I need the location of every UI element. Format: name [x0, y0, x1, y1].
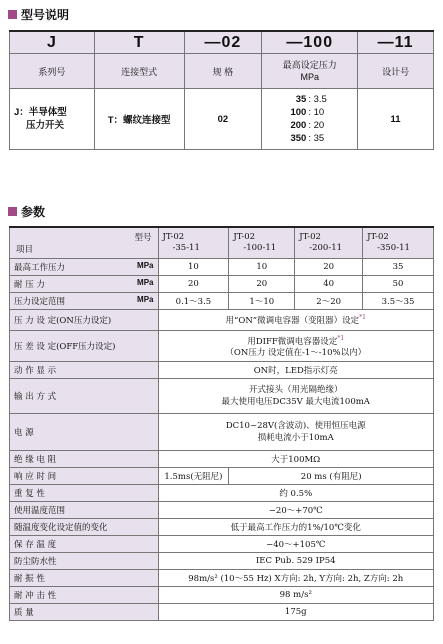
series-line: 压力开关: [26, 120, 65, 131]
value-cell: DC10~28V(含波动)、使用恒压电源 损耗电流小于10mA: [158, 414, 434, 451]
section-title-model: [8, 6, 69, 22]
row-label: 随温度变化设定值的变化: [10, 519, 159, 536]
model-header: JT-02 -350-11: [363, 227, 434, 259]
value-cell: 10: [158, 259, 229, 276]
connection-cell: T：螺纹连接型: [94, 89, 184, 150]
value-cell: 大于100MΩ: [158, 451, 434, 468]
model-header: JT-02 -200-11: [295, 227, 363, 259]
row-label: 电 源: [10, 414, 159, 451]
value-cell: −40～+105℃: [158, 536, 434, 553]
row-label: MPa 耐 压 力: [10, 276, 159, 293]
corner-model: 型号: [134, 233, 152, 243]
model-header: JT-02 -35-11: [158, 227, 229, 259]
value-cell: IEC Pub. 529 IP54: [158, 553, 434, 570]
value-cell: ON时，LED指示灯亮: [158, 362, 434, 379]
value-cell: 1.5ms(无阻尼): [158, 468, 229, 485]
header-cell: 设计号: [358, 54, 434, 89]
header-cell: 规 格: [184, 54, 262, 89]
value-cell: 50: [363, 276, 434, 293]
series-cell: [10, 89, 95, 150]
header-text: 最高设定压力: [282, 60, 337, 70]
row-label: 耐 振 性: [10, 570, 159, 587]
square-bullet-icon: [8, 10, 17, 19]
value-cell: 20: [158, 276, 229, 293]
row-label: 压 力 设 定(ON压力设定): [10, 310, 159, 331]
parameter-table: [9, 226, 434, 621]
row-label: 防尘防水性: [10, 553, 159, 570]
row-label: 绝 缘 电 阻: [10, 451, 159, 468]
value-cell: 20: [295, 259, 363, 276]
row-label: 重 复 性: [10, 485, 159, 502]
value-cell: 0.1～3.5: [158, 293, 229, 310]
value-cell: 约 0.5%: [158, 485, 434, 502]
value-cell: 40: [295, 276, 363, 293]
pressure-item: 100 : 10: [290, 107, 325, 118]
value-cell: 1～10: [229, 293, 295, 310]
code-cell: —02: [184, 31, 262, 54]
value-cell: 35: [363, 259, 434, 276]
series-line: J：半导体型: [14, 107, 67, 118]
value-cell: 低于最高工作压力的1%/10℃变化: [158, 519, 434, 536]
model-code-table: [9, 30, 434, 150]
value-cell: 98m/s² (10～55 Hz) X方向: 2h, Y方向: 2h, Z方向: 2h: [158, 570, 434, 587]
value-cell: 开式接头（用光隔绝缘） 最大使用电压DC35V 最大电流100mA: [158, 379, 434, 414]
row-label: 压 差 设 定(OFF压力设定): [10, 331, 159, 362]
design-cell: 11: [358, 89, 434, 150]
section-title-text: 参数: [21, 204, 46, 219]
model-header: JT-02 -100-11: [229, 227, 295, 259]
row-label: 动 作 显 示: [10, 362, 159, 379]
value-cell: 175g: [158, 604, 434, 621]
value-cell: 3.5～35: [363, 293, 434, 310]
row-label: MPa 最高工作压力: [10, 259, 159, 276]
value-cell: 20 ms (有阻尼): [229, 468, 434, 485]
row-label: 质 量: [10, 604, 159, 621]
corner-item: 项目: [16, 245, 34, 255]
row-label: 响 应 时 间: [10, 468, 159, 485]
section-title-params: [8, 203, 45, 219]
code-cell: J: [10, 31, 95, 54]
header-cell: 连接型式: [94, 54, 184, 89]
corner-header: [10, 227, 159, 259]
pressure-item: 200 : 20: [290, 120, 325, 131]
value-cell: −20～+70℃: [158, 502, 434, 519]
pressure-item: 350 : 35: [290, 133, 325, 144]
header-cell: 系列号: [10, 54, 95, 89]
code-cell: —100: [262, 31, 358, 54]
row-label: 耐 冲 击 性: [10, 587, 159, 604]
spec-cell: 02: [184, 89, 262, 150]
value-cell: 用“ON”微调电容器（变阻器）设定$^{*1}$: [158, 310, 434, 331]
row-label: MPa 压力设定范围: [10, 293, 159, 310]
header-cell: [262, 54, 358, 89]
value-cell: 用DIFF微调电容器设定$^{*1}$ （ON压力 设定值在-1～-10%以内）: [158, 331, 434, 362]
value-cell: 2～20: [295, 293, 363, 310]
row-label: 输 出 方 式: [10, 379, 159, 414]
square-bullet-icon: [8, 207, 17, 216]
code-cell: T: [94, 31, 184, 54]
header-unit: MPa: [300, 72, 319, 82]
row-label: 保 存 温 度: [10, 536, 159, 553]
row-label: 使用温度范围: [10, 502, 159, 519]
value-cell: 98 m/s²: [158, 587, 434, 604]
value-cell: 10: [229, 259, 295, 276]
code-cell: —11: [358, 31, 434, 54]
pressure-cell: [262, 89, 358, 150]
section-title-text: 型号说明: [21, 7, 70, 22]
pressure-item: 35 : 3.5: [295, 94, 327, 105]
value-cell: 20: [229, 276, 295, 293]
